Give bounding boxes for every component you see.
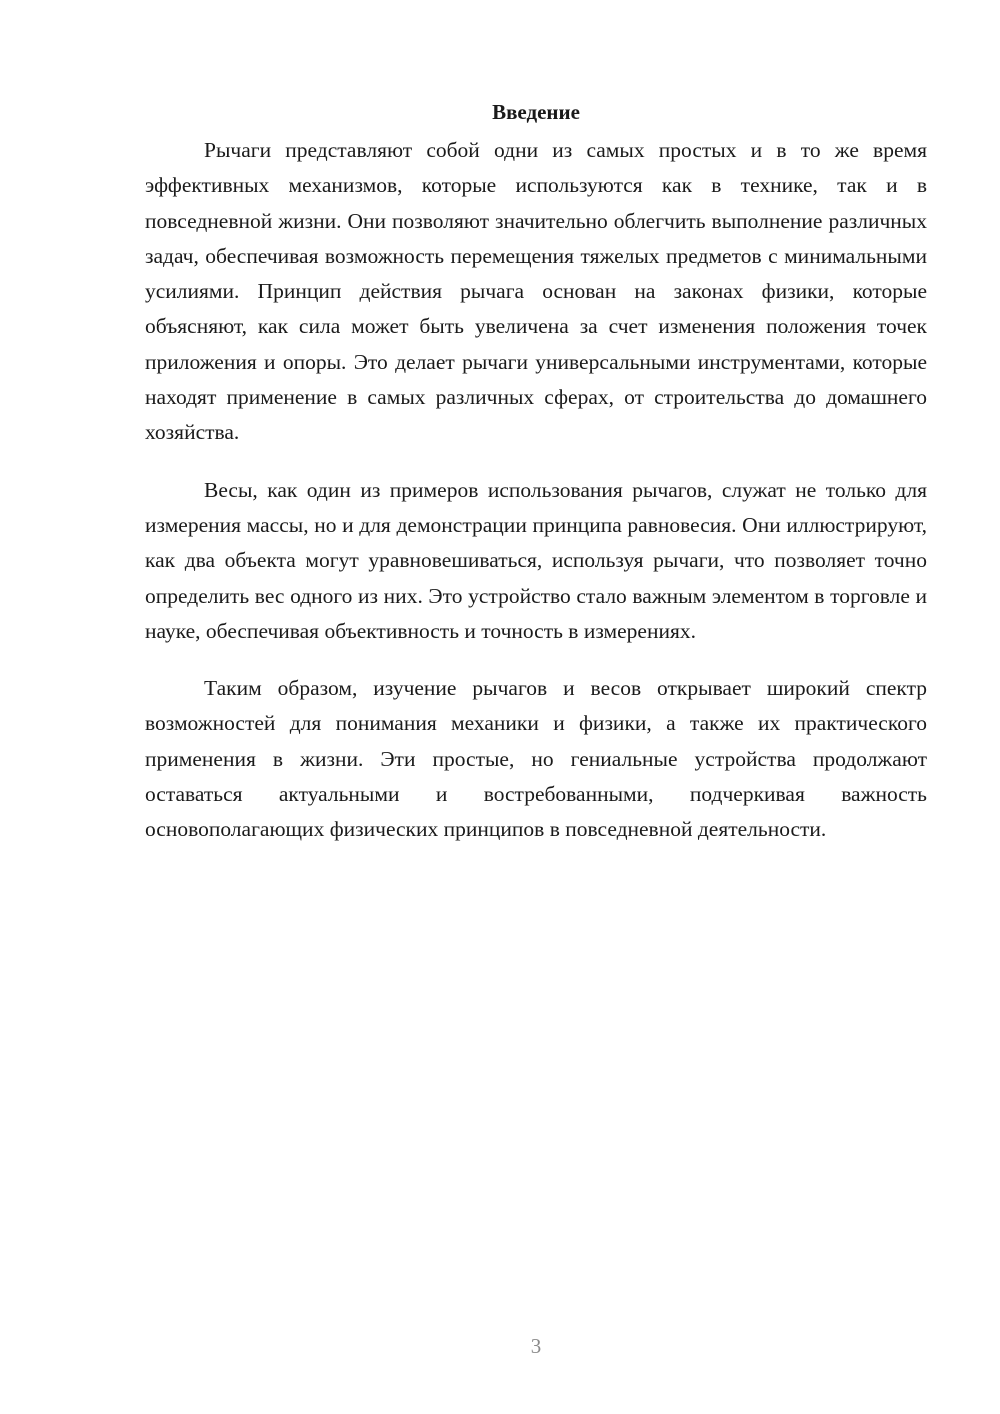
paragraph-scales: Весы, как один из примеров использования рычагов, служат не только для измерения массы, но и для демонстрации принципа равновесия. Они иллюстрируют, как два объекта могут уравновешиваться, используя рычаги, что позволяет точно определить вес одного из них. Это устройство стало важным элементом в торговле и науке, обеспечивая объективность и точность в измерениях. [145,477,927,643]
page-number: 3 [530,1334,542,1358]
paragraph-conclusion: Таким образом, изучение рычагов и весов открывает широкий спектр возможностей для понимания механики и физики, а также их практического применения в жизни. Эти простые, но гениальные устройства продолжают оставаться актуальными и востребованными, подчеркивая важность основополагающих физических принципов в повседневной деятельности. [145,676,927,842]
page-title: Введение [492,100,580,124]
paragraph-levers-intro: Рычаги представляют собой одни из самых простых и в то же время эффективных механизмов, которые используются как в технике, так и в повседневной жизни. Они позволяют значительно облегчить выполнение различных задач, обеспечивая возможность перемещения тяжелых предметов с минимальными усилиями. Принцип действия рычага основан на законах физики, которые объясняют, как сила может быть увеличена за счет изменения положения точек приложения и опоры. Это делает рычаги универсальными инструментами, которые находят применение в самых различных сферах, от строительства до домашнего хозяйства. [145,138,927,445]
page-content [145,98,927,870]
